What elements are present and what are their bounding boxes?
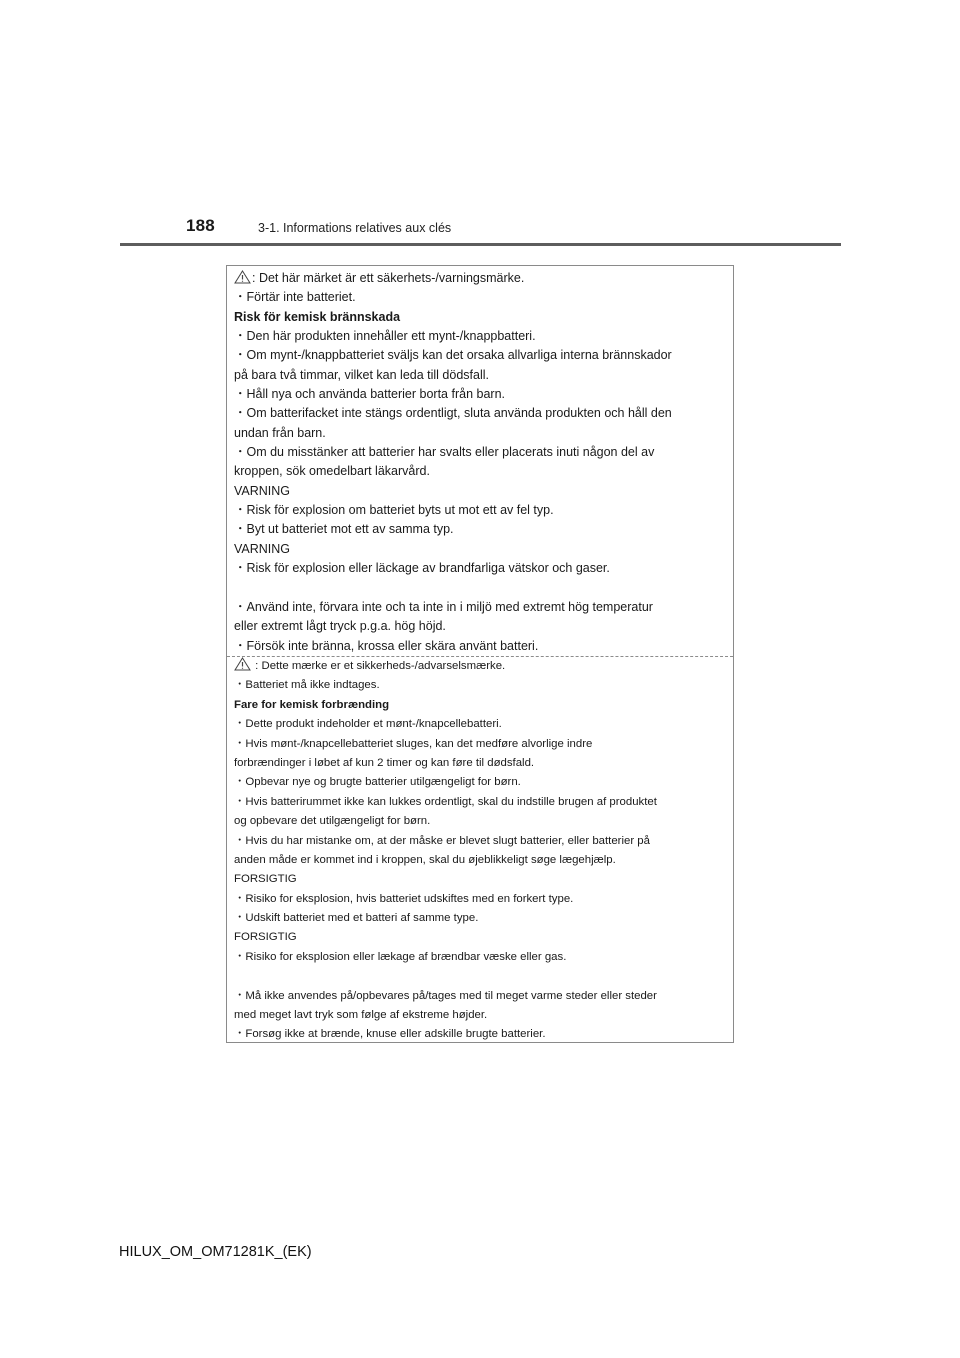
danish-line-text: med meget lavt tryk som følge af ekstreme højder. <box>234 1009 488 1022</box>
swedish-spacer <box>234 579 727 598</box>
danish-text-line <box>234 754 727 773</box>
danish-text-line <box>234 793 727 812</box>
danish-text-line <box>234 890 727 909</box>
danish-text-line <box>234 948 727 967</box>
danish-text-line <box>234 870 727 889</box>
swedish-line-text: ・Risk för explosion om batteriet byts ut mot ett av fel typ. <box>234 503 554 518</box>
danish-line-text: ・Må ikke anvendes på/opbevares på/tages med til meget varme steder eller steder <box>234 989 657 1002</box>
swedish-line-text: ・Om batterifacket inte stängs ordentligt, sluta använda produkten och håll den <box>234 406 672 421</box>
page-number: 188 <box>186 216 215 235</box>
swedish-line-text: ・Byt ut batteriet mot ett av samma typ. <box>234 522 454 537</box>
danish-text-line <box>234 909 727 928</box>
swedish-warning-text <box>234 269 727 656</box>
danish-text-line <box>234 676 727 695</box>
swedish-text-line <box>234 424 727 443</box>
danish-text-line <box>234 715 727 734</box>
danish-line-text: ・Hvis batterirummet ikke kan lukkes ordentligt, skal du indstille brugen af produktet <box>234 795 657 808</box>
danish-line-text: ・Opbevar nye og brugte batterier utilgængeligt for børn. <box>234 776 521 789</box>
document-code: HILUX_OM_OM71281K_(EK) <box>119 1244 312 1260</box>
danish-line-text: anden måde er kommet ind i kroppen, skal du øjeblikkeligt søge lægehjælp. <box>234 853 616 866</box>
danish-text-line <box>234 812 727 831</box>
swedish-line-text: Risk för kemisk brännskada <box>234 309 401 324</box>
swedish-text-line <box>234 501 727 520</box>
swedish-text-line <box>234 366 727 385</box>
danish-line-text: ・Hvis du har mistanke om, at der måske er blevet slugt batterier, eller batterier på <box>234 834 650 847</box>
swedish-line-text: kroppen, sök omedelbart läkarvård. <box>234 464 430 479</box>
danish-text-line <box>234 1025 727 1044</box>
swedish-text-line <box>234 559 727 578</box>
danish-text-line <box>234 928 727 947</box>
danish-line-text: ・Forsøg ikke at brænde, knuse eller adskille brugte batterier. <box>234 1028 546 1041</box>
danish-line-text: ・Hvis mønt-/knapcellebatteriet sluges, kan det medføre alvorlige indre <box>234 737 593 750</box>
swedish-line-text: : Det här märket är ett säkerhets-/varningsmärke. <box>252 271 525 285</box>
swedish-line-text: på bara två timmar, vilket kan leda till dödsfall. <box>234 367 489 382</box>
swedish-line-text: eller extremt lågt tryck p.g.a. hög höjd. <box>234 619 446 634</box>
danish-spacer <box>234 967 727 986</box>
swedish-text-line <box>234 617 727 636</box>
danish-line-text: forbrændinger i løbet af kun 2 timer og kan føre til dødsfald. <box>234 756 535 769</box>
danish-text-line <box>234 987 727 1006</box>
danish-line-text: FORSIGTIG <box>234 931 297 944</box>
swedish-text-line <box>234 404 727 423</box>
swedish-text-line <box>234 346 727 365</box>
swedish-text-line <box>234 482 727 501</box>
warning-triangle-icon <box>234 270 251 284</box>
danish-text-line <box>234 851 727 870</box>
swedish-text-line <box>234 637 727 656</box>
swedish-text-line <box>234 443 727 462</box>
danish-text-line <box>234 657 727 676</box>
swedish-line-text: ・Om du misstänker att batterier har svalts eller placerats inuti någon del av <box>234 445 655 460</box>
danish-text-line <box>234 1006 727 1025</box>
swedish-line-text: ・Om mynt-/knappbatteriet sväljs kan det orsaka allvarliga interna brännskador <box>234 348 672 363</box>
swedish-text-line <box>234 598 727 617</box>
swedish-line-text: ・Försök inte bränna, krossa eller skära använt batteri. <box>234 638 539 653</box>
swedish-text-line <box>234 308 727 327</box>
danish-line-text: ・Batteriet må ikke indtages. <box>234 679 380 692</box>
swedish-line-text: ・Risk för explosion eller läckage av brandfarliga vätskor och gaser. <box>234 561 610 576</box>
danish-line-text: ・Risiko for eksplosion, hvis batteriet udskiftes med en forkert type. <box>234 892 574 905</box>
swedish-text-line <box>234 462 727 481</box>
swedish-text-line <box>234 520 727 539</box>
danish-line-text: Fare for kemisk forbrænding <box>234 698 390 711</box>
danish-text-line <box>234 773 727 792</box>
swedish-line-text: ・Använd inte, förvara inte och ta inte in i miljö med extremt hög temperatur <box>234 599 653 614</box>
danish-line-text: : Dette mærke er et sikkerheds-/advarselsmærke. <box>252 660 506 672</box>
swedish-text-line <box>234 288 727 307</box>
swedish-text-line <box>234 327 727 346</box>
danish-text-line <box>234 832 727 851</box>
warning-box <box>226 265 734 1043</box>
danish-line-text: og opbevare det utilgængeligt for børn. <box>234 815 431 828</box>
danish-text-line <box>234 696 727 715</box>
danish-text-line <box>234 735 727 754</box>
swedish-line-text: ・Håll nya och använda batterier borta från barn. <box>234 387 505 402</box>
header-rule <box>120 243 841 246</box>
warning-triangle-icon <box>234 657 251 671</box>
danish-line-text: FORSIGTIG <box>234 873 297 886</box>
swedish-line-text: VARNING <box>234 541 291 556</box>
danish-line-text: ・Dette produkt indeholder et mønt-/knapcellebatteri. <box>234 718 502 731</box>
swedish-line-text: VARNING <box>234 483 291 498</box>
swedish-text-line <box>234 540 727 559</box>
danish-line-text: ・Risiko for eksplosion eller lækage af brændbar væske eller gas. <box>234 950 567 963</box>
danish-line-text: ・Udskift batteriet med et batteri af samme type. <box>234 912 479 925</box>
swedish-line-text: undan från barn. <box>234 425 326 440</box>
swedish-text-line <box>234 269 727 288</box>
section-title: 3-1. Informations relatives aux clés <box>258 221 452 235</box>
swedish-text-line <box>234 385 727 404</box>
danish-warning-text <box>234 657 727 1045</box>
swedish-line-text: ・Den här produkten innehåller ett mynt-/knappbatteri. <box>234 329 536 344</box>
swedish-line-text: ・Förtär inte batteriet. <box>234 290 356 305</box>
